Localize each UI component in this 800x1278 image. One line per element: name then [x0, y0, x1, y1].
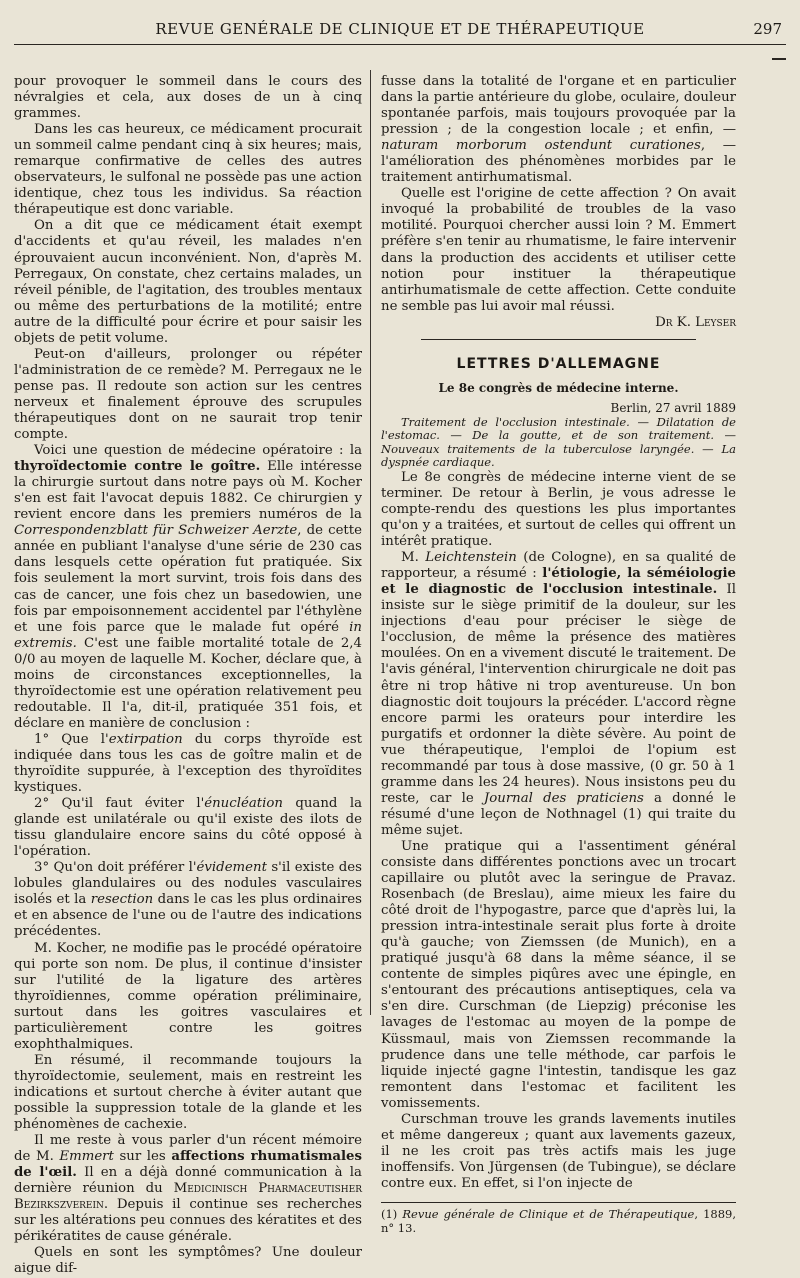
- text-run: Il en a déjà donné communication à la dernière réunion du: [14, 1165, 362, 1197]
- italic-name: Emmert: [59, 1149, 114, 1165]
- paragraph: M. Kocher, ne modifie pas le procédé opératoire qui porte son nom. De plus, il continue d'insister sur l'utilité de la ligature des artères thyroïdiennes, comme opération préliminaire, surtout dans les goitres vasculaires et particulièrement contre les goitres exophthalmiques.: [14, 940, 362, 1052]
- journal-title: REVUE GENÉRALE DE CLINIQUE ET DE THÉRAPEUTIQUE: [155, 20, 645, 38]
- text-run: 1° Que l': [34, 731, 109, 747]
- society-name: Medicinisch Pharmaceutisher Bezirkszverein.: [14, 1181, 362, 1213]
- text-run: C'est une faible mortalité totale de 2,4 0/0 au moyen de laquelle M. Kocher, déclare que, à moins de circonstances exceptionnelles, la thyroïdectomie est une opération relativement peu redoutable. Il l'a, dit-il, pratiquée 351 fois, et déclare en manière de conclusion :: [14, 635, 362, 731]
- section-subtitle: Le 8e congrès de médecine interne.: [438, 380, 679, 395]
- text-run: , 1889, n° 13.: [381, 1207, 736, 1235]
- paragraph: Quels en sont les symptômes? Une douleur aigue dif-: [14, 1245, 362, 1277]
- paragraph: [14, 1133, 362, 1245]
- text-run: a donné le résumé d'une leçon de Nothnagel (1) qui traite du même sujet.: [381, 790, 736, 838]
- section-rule: [421, 339, 696, 340]
- section-title: LETTRES D'ALLEMAGNE: [456, 355, 661, 372]
- text-run: Il me reste à vous parler d'un récent mémoire de M.: [14, 1133, 362, 1165]
- text-run: s'il existe des lobules glandulaires ou des nodules vasculaires isolés et la: [14, 860, 363, 908]
- signature: Dr K. Leyser: [655, 314, 736, 330]
- italic-term: énucléation: [204, 796, 283, 812]
- journal-name: Revue générale de Clinique et de Thérapeutique: [402, 1207, 695, 1221]
- journal-name: Journal des praticiens: [483, 790, 644, 806]
- text-run: M.: [401, 550, 426, 566]
- text-run: 3° Qu'on doit préférer l': [34, 860, 197, 876]
- summary: Traitement de l'occlusion intestinale. — Dilatation de l'estomac. — De la goutte, et de son traitement. — Nouveaux traitements de la tuberculose laryngée. — La dyspnée cardiaque.: [381, 414, 736, 470]
- text-run: Elle intéresse la chirurgie surtout dans notre pays où M. Kocher s'en est fait l'avocat depuis 1882. Ce chirurgien y revient encore dans les premiers numéros de la: [14, 459, 362, 523]
- page-number: 297: [753, 20, 782, 38]
- paragraph: [14, 732, 362, 796]
- paragraph: [14, 860, 362, 940]
- text-run: , de cette année en publiant l'analyse d'une série de 230 cas dans lesquels cette opération fut pratiquée. Six fois seulement la mort survint, trois fois dans des cas de cancer, une fois chez un basedowien, une fois par empoisonnement accidentel par l'éthylène et une fois parce que le malade fut opéré: [14, 523, 362, 635]
- paragraph: Dans les cas heureux, ce médicament procurait un sommeil calme pendant cinq à six heures; mais, remarque confirmative de celles des autres observateurs, le sulfonal ne possède pas une action identique, chez tous les individus. Sa réaction thérapeutique est donc variable.: [14, 122, 362, 218]
- italic-name: Leichtenstein: [425, 550, 517, 566]
- italic-term: évidement: [196, 860, 267, 876]
- paragraph: Peut-on d'ailleurs, prolonger ou répéter l'administration de ce remède? M. Perregaux ne le pense pas. Il redoute son action sur les centres nerveux et finalement éprouve des scrupules thérapeutiques dont on ne saurait trop tenir compte.: [14, 346, 362, 443]
- text-run: Il insiste sur le siège primitif de la douleur, sur les injections d'eau pour préciser le siège de l'occlusion, de même la présence des matières moulées. On en a vivement discuté le traitement. De l'avis général, l'intervention chirurgicale ne doit pas être ni trop hâtive ni trop aventureuse. Un bon diagnostic doit toujours la précéder. L'accord règne encore parmi les orateurs pour interdire les purgatifs et ordonner la diète sévère. Au point de vue thérapeutique, l'emploi de l'opium est recommandé par tous à dose massive, (0 gr. 50 à 1 gramme dans les 24 heures). Nous insistons peu du reste, car le: [381, 582, 736, 806]
- italic-term: in extremis.: [14, 619, 362, 651]
- text-run: (1): [381, 1207, 403, 1221]
- text-run: (de Cologne), en sa qualité de rapporteur, a résumé :: [381, 550, 736, 582]
- paragraph: pour provoquer le sommeil dans le cours des névralgies et cela, aux doses de un à cinq grammes.: [14, 74, 362, 122]
- margin-mark: [772, 58, 786, 60]
- journal-name: Correspondenzblatt für Schweizer Aerzte: [14, 523, 298, 539]
- text-run: du corps thyroïde est indiquée dans tous les cas de goître malin et de thyroïdite suppurée, à l'exception des thyroïdites kystiques.: [14, 731, 362, 796]
- bold-term: l'étiologie, la séméiologie et le diagnostic de l'occlusion intestinale.: [381, 566, 736, 598]
- footnote: [381, 1207, 736, 1235]
- paragraph: Le 8e congrès de médecine interne vient de se terminer. De retour à Berlin, je vous adresse le compte-rendu des questions les plus importantes qu'on y a traitées, et surtout de celles qui offrent un intérêt pratique.: [381, 469, 736, 550]
- text-run: fusse dans la totalité de l'organe et en particulier dans la partie antérieure du globe, oculaire, douleur spontanée parfois, mais toujours provoquée par la pression ; de la congestion locale ; et enfin, —: [381, 74, 736, 138]
- text-run: dans le cas les plus ordinaires et en absence de l'une ou de l'autre des indications précédentes.: [14, 892, 362, 940]
- text-run: Depuis il continue ses recherches sur les altérations peu connues des kératites et des périkératites de cause générale.: [14, 1197, 362, 1245]
- paragraph: [381, 74, 736, 186]
- text-run: Voici une question de médecine opératoire : la: [34, 443, 362, 459]
- column-divider: [370, 70, 371, 1015]
- paragraph: Curschman trouve les grands lavements inutiles et même dangereux ; quant aux lavements gazeux, il ne les croit pas très actifs mais les juge inoffensifs. Von Jürgensen (de Tubingue), se déclare contre eux. En effet, si l'on injecte de: [381, 1111, 736, 1191]
- text-run: , — l'amélioration des phénomènes morbides par le traitement antirhumatismal.: [381, 138, 736, 186]
- bold-term: thyroïdectomie contre le goître.: [14, 459, 261, 475]
- dateline: Berlin, 27 avril 1889: [610, 400, 736, 415]
- paragraph: Quelle est l'origine de cette affection ? On avait invoqué la probabilité de troubles de la vaso motilité. Pourquoi chercher aussi loin ? M. Emmert préfère s'en tenir au rhumatisme, le faire intervenir dans la production des accidents et utiliser cette notion pour instituer la thérapeutique antirhumatismale de cette affection. Cette conduite ne semble pas lui avoir mal réussi.: [381, 186, 736, 314]
- paragraph: [14, 443, 362, 732]
- paragraph: En résumé, il recommande toujours la thyroïdectomie, seulement, mais en restreint les indications et surtout cherche à éviter autant que possible la suppression totale de la glande et les phénomènes de cachexie.: [14, 1052, 362, 1133]
- text-run: sur les: [113, 1149, 172, 1165]
- right-column: [381, 74, 736, 1235]
- italic-term: extirpation: [108, 731, 183, 747]
- footnote-rule: [381, 1202, 736, 1203]
- left-column: [14, 74, 362, 1278]
- paragraph: [381, 550, 736, 839]
- paragraph: [14, 796, 362, 860]
- running-header: [14, 14, 786, 45]
- paragraph: Une pratique qui a l'assentiment général consiste dans différentes ponctions avec un trocart capillaire ou plutôt avec la seringue de Pravaz. Rosenbach (de Breslau), aime mieux les faire du côté droit de l'hypogastre, parce que d'après lui, la pression intra-intestinale serait plus forte à droite qu'à gauche; von Ziemssen (de Munich), en a pratiqué jusqu'à 68 dans la même séance, il se contente de simples piqûres avec une épingle, en s'entourant des précautions antiseptiques, cela va s'en dire. Curschman (de Liepzig) préconise les lavages de l'estomac au moyen de la pompe de Küssmaul, mais von Ziemssen recommande la prudence dans une telle méthode, car parfois le liquide injecté gagne l'intestin, tandisque les gaz remontent dans l'estomac et facilitent les vomissements.: [381, 838, 736, 1111]
- latin-quote: naturam morborum ostendunt curationes: [381, 138, 701, 154]
- text-run: quand la glande est unilatérale ou qu'il existe des ilots de tissu glandulaire encore sains du côté opposé à l'opération.: [14, 796, 362, 860]
- paragraph: On a dit que ce médicament était exempt d'accidents et qu'au réveil, les malades n'en éprouvaient aucun inconvénient. Non, d'après M. Perregaux, On constate, chez certains malades, un réveil pénible, de l'agitation, des troubles mentaux ou même des perturbations de la motilité; entre autre de la difficulté pour écrire et pour saisir les objets de petit volume.: [14, 218, 362, 346]
- text-run: 2° Qu'il faut éviter l': [34, 796, 205, 812]
- italic-term: resection: [90, 892, 154, 908]
- bold-term: affections rhumatismales de l'œil.: [14, 1149, 362, 1181]
